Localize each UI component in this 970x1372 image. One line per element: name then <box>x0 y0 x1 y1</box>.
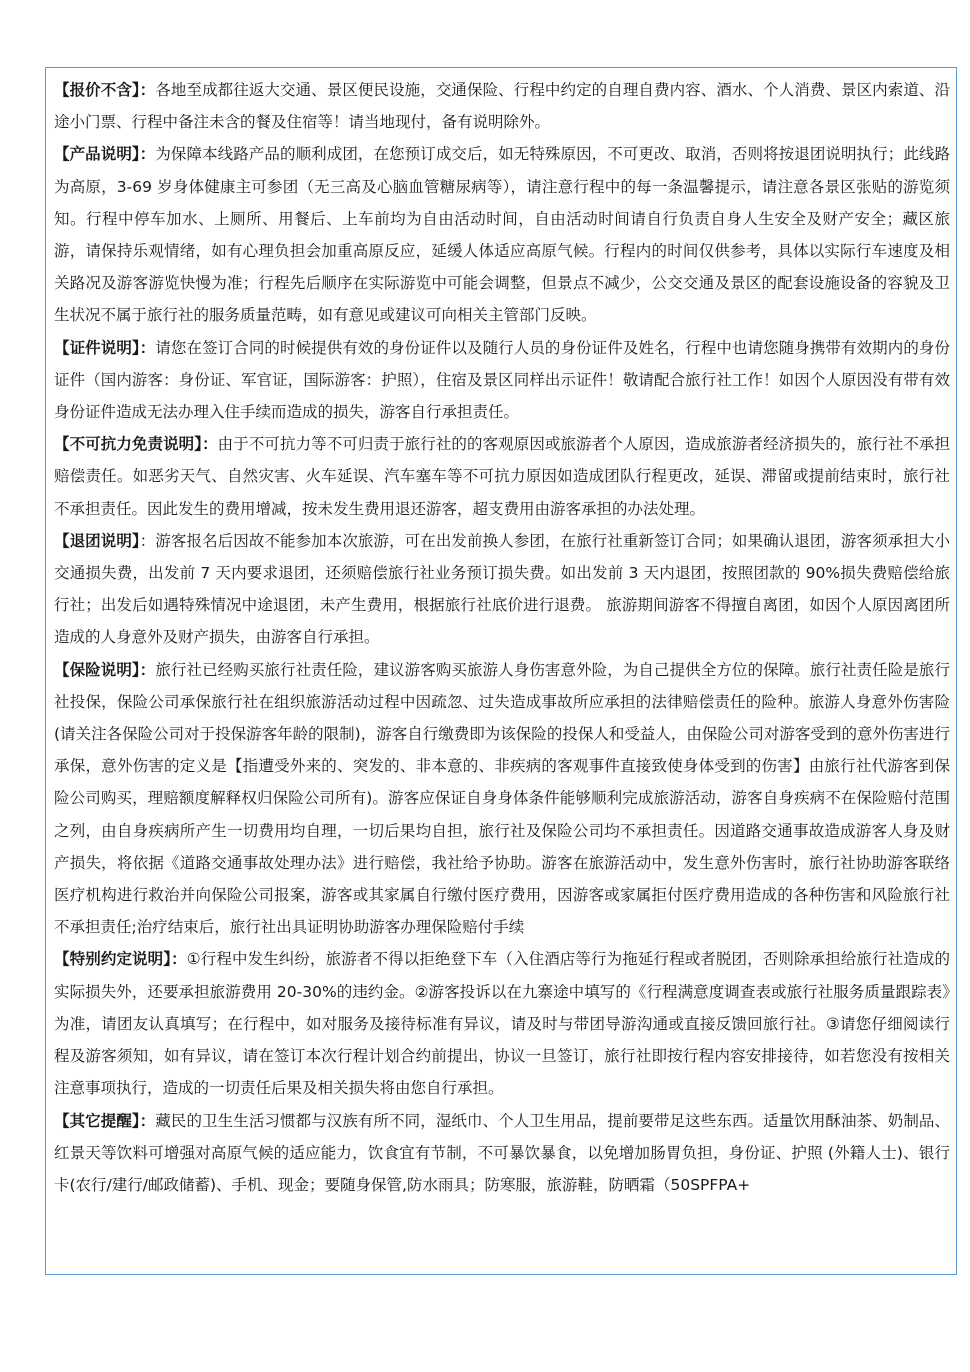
section-product-notes <box>54 138 950 331</box>
section-cancellation <box>54 525 950 654</box>
section-text: 旅行社已经购买旅行社责任险，建议游客购买旅游人身伤害意外险，为自己提供全方位的保障。旅行社责任险是旅行社投保，保险公司承保旅行社在组织旅游活动过程中因疏忽、过失造成事故所应承担的法律赔偿责任的险种。旅游人身意外伤害险(请关注各保险公司对于投保游客年龄的限制)，游客自行缴费即为该保险的投保人和受益人，由保险公司对游客受到的意外伤害进行承保，意外伤害的定义是【指遭受外来的、突发的、非本意的、非疾病的客观事件直接致使身体受到的伤害】由旅行社代游客到保险公司购买，理赔额度解释权归保险公司所有)。游客应保证自身身体条件能够顺利完成旅游活动，游客自身疾病不在保险赔付范围之列，由自身疾病所产生一切费用均自理，一切后果均自担，旅行社及保险公司均不承担责任。因道路交通事故造成游客人身及财产损失，将依据《道路交通事故处理办法》进行赔偿，我社给予协助。游客在旅游活动中，发生意外伤害时，旅行社协助游客联络医疗机构进行救治并向保险公司报案，游客或其家属自行缴付医疗费用，因游客或家属拒付医疗费用造成的各种伤害和风险旅行社不承担责任;治疗结束后，旅行社出具证明协助游客办理保险赔付手续 <box>54 660 950 937</box>
section-label: 【产品说明】： <box>54 145 156 164</box>
section-special-agreement <box>54 943 950 1104</box>
section-label: 【退团说明】 <box>54 531 140 550</box>
section-label: 【不可抗力免责说明】： <box>54 435 218 454</box>
section-force-majeure <box>54 428 950 525</box>
section-text: ：游客报名后因故不能参加本次旅游，可在出发前换人参团，在旅行社重新签订合同；如果确认退团，游客须承担大小交通损失费，出发前 7 天内要求退团，还须赔偿旅行社业务预订损失费。如出发前 3 天内退团，按照团款的 90%损失费赔偿给旅行社；出发后如遇特殊情况中途退团，未产生费用，根据旅行社底价进行退费。 旅游期间游客不得擅自离团，如因个人原因离团所造成的人身意外及财产损失，由游客自行承担。 <box>54 531 950 647</box>
section-price-exclusions <box>54 74 950 138</box>
section-label: 【保险说明】： <box>54 660 156 679</box>
section-text: 请您在签订合同的时候提供有效的身份证件以及随行人员的身份证件及姓名，行程中也请您随身携带有效期内的身份证件（国内游客：身份证、军官证，国际游客：护照），住宿及景区同样出示证件！敬请配合旅行社工作！如因个人原因没有带有效身份证件造成无法办理入住手续而造成的损失，游客自行承担责任。 <box>54 338 950 422</box>
section-text: ①行程中发生纠纷，旅游者不得以拒绝登下车（入住酒店等行为拖延行程或者脱团，否则除承担给旅行社造成的实际损失外，还要承担旅游费用 20-30%的违约金。②游客投诉以在九寨途中填写的《行程满意度调查表或旅行社服务质量跟踪表》为准，请团友认真填写；在行程中，如对服务及接待标准有异议，请及时与带团导游沟通或直接反馈回旅行社。③请您仔细阅读行程及游客须知，如有异议，请在签订本次行程计划合约前提出，协议一旦签订，旅行社即按行程内容安排接待，如若您没有按相关注意事项执行，造成的一切责任后果及相关损失将由您自行承担。 <box>54 950 950 1098</box>
section-text: 各地至成都往返大交通、景区便民设施，交通保险、行程中约定的自理自费内容、酒水、个人消费、景区内索道、沿途小门票、行程中备注未含的餐及住宿等！请当地现付，备有说明除外。 <box>54 81 950 132</box>
section-text: 由于不可抗力等不可归责于旅行社的的客观原因或旅游者个人原因，造成旅游者经济损失的，旅行社不承担赔偿责任。如恶劣天气、自然灾害、火车延误、汽车塞车等不可抗力原因如造成团队行程更改，延误、滞留或提前结束时，旅行社不承担责任。因此发生的费用增减，按未发生费用退还游客，超支费用由游客承担的办法处理。 <box>54 435 950 518</box>
section-label: 【其它提醒】： <box>54 1111 156 1130</box>
section-other-reminders <box>54 1105 950 1202</box>
section-insurance <box>54 654 950 944</box>
section-id-documents <box>54 332 950 429</box>
section-label: 【报价不含】： <box>54 81 156 99</box>
section-text: 藏民的卫生生活习惯都与汉族有所不同，湿纸巾、个人卫生用品，提前要带足这些东西。适量饮用酥油茶、奶制品、红景天等饮料可增强对高原气候的适应能力，饮食宜有节制，不可暴饮暴食，以免增加肠胃负担，身份证、护照 (外籍人士)、银行卡(农行/建行/邮政储蓄)、手机、现金；要随身保管,防水雨具；防寒服，旅游鞋，防晒霜（50SPFPA+ <box>54 1111 950 1194</box>
section-text: 为保障本线路产品的顺利成团，在您预订成交后，如无特殊原因，不可更改、取消，否则将按退团说明执行；此线路为高原，3-69 岁身体健康主可参团（无三高及心脑血管糖尿病等），请注意行程中的每一条温馨提示，请注意各景区张贴的游览须知。行程中停车加水、上厕所、用餐后、上车前均为自由活动时间，自由活动时间请自行负责自身人生安全及财产安全；藏区旅游，请保持乐观情绪，如有心理负担会加重高原反应，延缓人体适应高原气候。行程内的时间仅供参考，具体以实际行车速度及相关路况及游客游览快慢为准；行程先后顺序在实际游览中可能会调整，但景点不减少，公交交通及景区的配套设施设备的容貌及卫生状况不属于旅行社的服务质量范畴，如有意见或建议可向相关主管部门反映。 <box>54 145 950 325</box>
section-label: 【特别约定说明】： <box>54 950 187 969</box>
section-label: 【证件说明】： <box>54 338 156 357</box>
notice-box <box>45 67 957 1275</box>
